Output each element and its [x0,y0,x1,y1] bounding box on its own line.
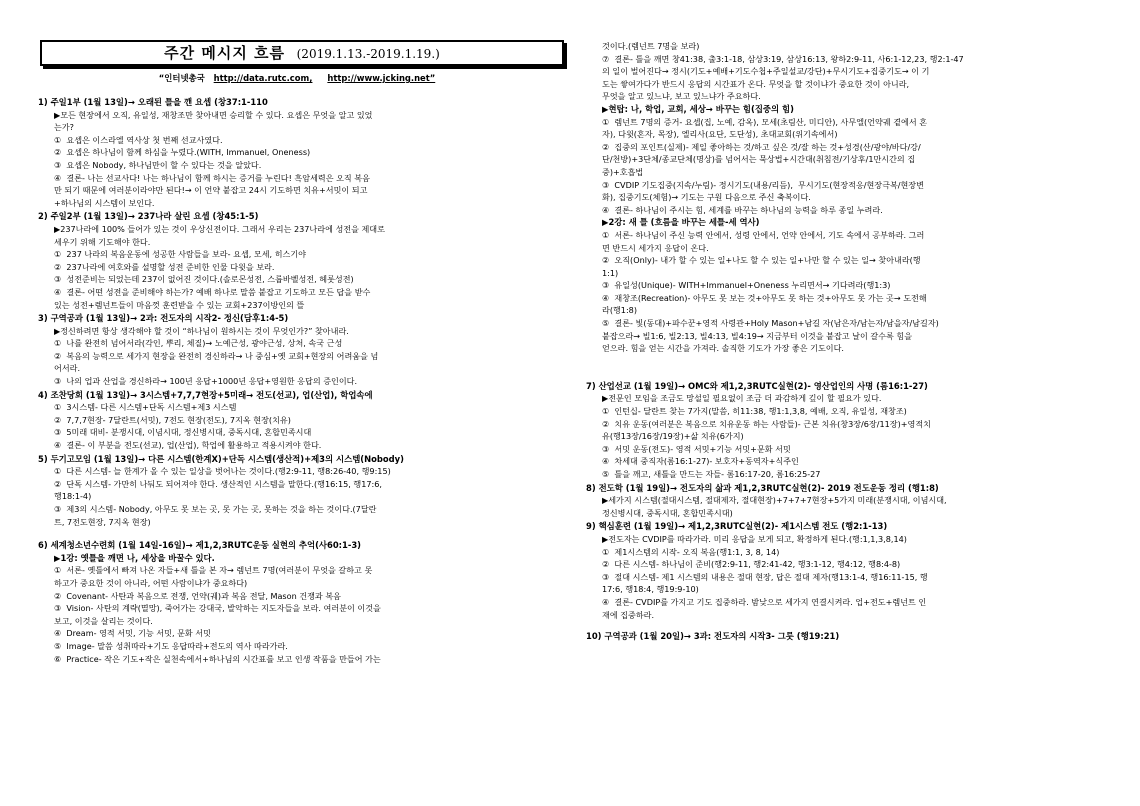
section-line: ③ 서밋 운동(전도)- 영적 서밋+기능 서밋+문화 서밋 [602,443,791,454]
section-line: ③ CVDIP 기도집중(지속/누림)- 정시기도(내용/리듬), 무시기도(현장적응/현장극복/현장변 [602,179,924,190]
section-line: 중)+호흡법 [602,166,644,177]
right-column [586,40,1108,644]
section-line: 도는 쌓여가다가 반드시 응답의 시간표가 온다. 무엇을 할 것이냐가 중요한 것이 아니라, [602,78,910,89]
section-line: 보고, 이것을 살리는 것이다. [54,615,153,626]
section-line: ▶237나라에 100% 들어가 있는 것이 우상신전이다. 그래서 우리는 237나라에 성전을 제대로 [54,223,385,234]
section-heading: 10) 구역공과 (1월 20일)→ 3과: 전도자의 시작3- 그릇 (행19:21) [586,631,840,642]
section-line: 얻으라. 힘을 얻는 시간을 가져라. 솔직한 기도가 가장 좋은 기도이다. [602,343,844,354]
section-line: ① 요셉은 이스라엘 역사상 첫 번째 선교사였다. [54,134,223,145]
section-line: ▶정신하려면 항상 생각해야 할 것이 “하나님이 원하시는 것이 무엇인가?” 찾아내라. [54,325,349,336]
section-line: 라(행1:8) [602,305,637,316]
section-line: ② 집중의 포인트(실제)- 제일 좋아하는 것/하고 싶은 것/잘 하는 것+성경(산/광야/바다/강/ [602,141,921,152]
section-line: ⑥ Practice- 작은 기도+작은 실천속에서+하나님의 시간표를 보고 인생 작품을 만들어 가는 [54,653,381,664]
section-line: ③ 요셉은 Nobody, 하나님만이 할 수 있다는 것을 알았다. [54,159,262,170]
section-line: 화), 집중기도(체험)→ 기도는 구원 다음으로 주신 축복이다. [602,192,811,203]
title-box [40,40,564,66]
section-line: ▶모든 현장에서 오직, 유일성, 재창조만 찾아내면 승리할 수 있다. 요셉은 무엇을 알고 있었 [54,109,373,120]
section-line: ① 나를 완전히 넘어서라(각인, 뿌리, 체질)→ 노예근성, 광야근성, 상처, 속국 근성 [54,338,343,349]
section-line: 1:1) [602,267,619,278]
section-line: ② Covenant- 사탄과 복음으로 전쟁, 언약(궤)과 복음 전달, Mason 건쟁과 복음 [54,590,341,601]
section-line: 있는 성전+렘넌트들이 마음껏 훈련받을 수 있는 교회+237이방인의 뜰 [54,299,305,310]
spacer [586,621,1108,629]
spacer [38,529,560,539]
section-line: ① 렘넌트 7명의 증거- 요셉(집, 노예, 감옥), 모세(초림산, 미디안), 사무엘(언약궤 곁에서 혼 [602,116,928,127]
section-8 [586,482,1108,520]
section-line: ▶전도자는 CVDIP를 따라가라. 미리 응답을 보게 되고, 확정하게 된다.(행:1,1,3,8,14) [602,533,907,544]
section-heading: 7) 산업선교 (1월 19일)→ OMC와 제1,2,3RUTC실현(2)- 영산업인의 사명 (롬16:1-27) [586,380,928,391]
section-line: +하나님의 시스템이 보인다. [54,197,155,208]
section-heading: 6) 세계청소년수련회 (1월 14일-16일)→ 제1,2,3RUTC운동 실현의 추억(사60:1-3) [38,540,361,551]
section-line: ③ 성전준비는 되었는데 237이 없어진 것이다.(솔로몬성전, 스룹바벨성전, 헤롯성전) [54,274,354,285]
section-9 [586,520,1108,629]
section-5 [38,453,560,529]
section-line: 자), 다윗(혼자, 목장), 엘리사(요단, 도단성), 초대교회(위기속에서) [602,129,838,140]
section-line: ② 치유 운동(여러분은 복음으로 치유운동 하는 사람들)- 근본 치유(창3장/6장/11장)+영적치 [602,418,931,429]
section-heading: 9) 핵심훈련 (1월 19일)→ 제1,2,3RUTC실현(2)- 제1시스템 전도 (행2:1-13) [586,521,888,532]
section-1 [38,96,560,209]
lecture-heading: ▶1강: 옛틀을 깨면 나, 세상을 바꿀수 있다. [54,552,215,563]
section-line: ③ 절대 시스템- 제1 시스템의 내용은 절대 현장, 답은 절대 제자(행13:1-4, 행16:11-15, 행 [602,571,928,582]
source-line [40,72,560,84]
section-line: ④ 결론- 이 부분을 전도(선교), 업(산업), 학업에 활용하고 적용시켜야 한다. [54,440,322,451]
section-line: ④ Dream- 영적 서밋, 기능 서밋, 문화 서밋 [54,628,211,639]
lecture-heading: ▶2강: 새 틀 (흐름을 바꾸는 세틀-세 역사) [602,217,760,228]
data-rutc-link[interactable]: http://data.rutc.com, [213,73,313,83]
section-heading: 4) 조찬당회 (1월 13일)→ 3시스템+7,7,7현장+5미래→ 전도(선교), 업(산업), 학업속에 [38,389,373,400]
section-line: 면 반드시 세가지 응답이 온다. [602,242,709,253]
section-line: ④ 결론- 나는 선교사다! 나는 하나님이 함께 하시는 증거를 누린다! 흑암세력은 오직 복음 [54,172,370,183]
section-line: 재에 집중하라. [602,609,655,620]
section-3 [38,312,560,388]
section-line: 유(행13장/16장/19장)+삶 치유(6가지) [602,431,744,442]
section-heading: 5) 두기고모임 (1월 13일)→ 다른 시스템(한계X)+단독 시스템(생산적)+제3의 시스템(Nobody) [38,453,404,464]
section-line: 만 되기 때문에 여러분이라야만 된다!→ 이 언약 붙잡고 24시 기도하면 치유+서밋이 되고 [54,185,368,196]
section-line: ① 다른 시스템- 늘 한계가 올 수 있는 일상을 벗어나는 것이다.(행2:9-11, 행8:26-40, 행9:15) [54,466,391,477]
section-line: ▶전문인 모임을 조금도 망설일 필요없이 조금 더 과감하게 깊이 할 필요가 있다. [602,393,882,404]
source-label: “인터넷총국 [158,73,205,83]
section-line: ③ 제3의 시스템- Nobody, 아무도 못 보는 곳, 못 가는 곳, 못하는 것을 하는 것이다.(7달란 [54,504,377,514]
section-line: ④ 재창조(Recreation)- 아무도 못 보는 것+아무도 못 하는 것+아무도 못 가는 곳→ 도전해 [602,292,927,303]
section-line: ② 237나라에 여호와를 설명할 성전 준비한 인물 다윗을 보라. [54,261,275,272]
section-line: 정신병시대, 중독시대, 혼합민족시대) [602,507,733,518]
section-line: ⑦ 결론- 틀을 깨면 창41:38, 출3:1-18, 삼상3:19, 삼상16:13, 왕하2:9-11, 사6:1-12,23, 행2:1-47 [602,53,964,64]
section-line: ① 서론- 하나님이 주신 능력 안에서, 성령 안에서, 언약 안에서, 기도 속에서 공부하라. 그러 [602,229,925,240]
section-line: ③ 나의 업과 산업을 경신하라→ 100년 응답+1000년 응답+영원한 응답의 증인이다. [54,376,358,387]
date-range: (2019.1.13.-2019.1.19.) [296,47,440,61]
section-line: 것이다.(렘넌트 7명을 보라) [602,41,700,51]
section-line: 하고가 중요한 것이 아니라, 어떤 사람이냐가 중요하다) [54,577,248,588]
section-line: ② 오직(Only)- 내가 할 수 있는 일+나도 할 수 있는 일+나만 할 수 있는 일→ 찾아내라(행 [602,255,921,266]
section-line: ① 237 나라의 복음운동에 성공한 사람들을 보라- 요셉, 모세, 히스기야 [54,249,306,260]
section-line: 어서라. [54,363,81,374]
section-line: 행18:1-4) [54,491,92,502]
section-line: ② 다른 시스템- 하나님이 준비(행2:9-11, 행2:41-42, 행3:1-12, 행4:12, 행8:4-8) [602,559,901,570]
section-4 [38,389,560,452]
section-line: ③ 5미래 대비- 분쟁시대, 이념시대, 정신병시대, 중독시대, 혼합민족시대 [54,427,312,438]
section-line: 붙잡으라→ 빌1:6, 빌2:13, 빌4:13, 빌4:19→ 지금부터 이것을 붙잡고 날이 갈수록 힘을 [602,330,913,341]
section-line: 17:6, 행18:4, 행19:9-10) [602,584,699,595]
section-line: ① 3시스템- 다른 시스템+단독 시스템+제3 시스템 [54,402,237,413]
page-title: 주간 메시지 흐름 [164,44,286,62]
section-line: ② 7,7,7현장- 7달란트(서밋), 7전도 현장(전도), 7지옥 현장(치유) [54,414,291,425]
section-line: ② 복음의 능력으로 세가지 현장을 완전히 경신하라→ 나 중심+옛 교회+현장의 어려움을 넘 [54,350,379,361]
section-heading: 8) 전도학 (1월 19일)→ 전도자의 삶과 제1,2,3RUTC실현(2)- 2019 전도운동 정리 (행1:8) [586,482,939,493]
section-line: ① 인턴십- 달란트 찾는 7가지(말씀, 히11:38, 행1:1,3,8, 예배, 오직, 유일성, 재창조) [602,406,907,417]
section-line: ④ 결론- 어떤 성전을 준비해야 하는가? 예배 하나로 말씀 붙잡고 기도하고 모든 답을 받수 [54,286,371,297]
section-line: ▶세가지 시스템(절대시스템, 절대제자, 절대현장)+7+7+7현장+5가지 미래(분쟁시대, 이념시대, [602,495,947,506]
section-heading: 3) 구역공과 (1월 13일)→ 2과: 전도자의 시작2- 정신(담후1:4-5) [38,313,289,324]
section-line: ① 서론- 옛틀에서 빠져 나온 자들+새 틀을 본 자→ 렘넌트 7명(여러분이 무엇을 갈하고 못 [54,565,373,576]
section-line: ④ 결론- CVDIP를 가지고 기도 집중하라. 밤낮으로 세가지 연결시켜라. 업+전도+렘넌트 인 [602,596,927,607]
left-column [38,96,560,666]
section-6 [38,539,560,665]
section-line: ③ Vision- 사탄의 계략(멸망), 죽어가는 강대국, 발악하는 지도자들을 보라. 여러분이 이것을 [54,603,381,614]
section-line: 의 일이 벌어진다→ 정시(기도+예배+기도수첩+주일설교/강단)+무시기도+집중기도→ 이 기 [602,66,930,77]
section-line: ① 제1시스템의 시작- 오직 복음(행1:1, 3, 8, 14) [602,546,780,557]
section-7 [586,380,1108,481]
section-6-continued [586,40,1108,355]
lecture-heading: ▶현탑: 나, 학업, 교회, 세상→ 바꾸는 힘(집중의 힘) [602,103,794,114]
section-line: ③ 유일성(Unique)- WITH+Immanuel+Oneness 누리면서→ 기다려라(행1:3) [602,280,891,291]
jcking-link[interactable]: http://www.jcking.net” [327,73,436,83]
section-10 [586,630,1108,643]
section-heading: 2) 주일2부 (1월 13일)→ 237나라 살린 요셉 (창45:1-5) [38,211,259,222]
section-line: ⑤ Image- 말씀 성취따라+기도 응답따라+전도의 역사 따라가라. [54,640,288,651]
section-line: 세우기 위해 기도해야 한다. [54,236,151,247]
section-2 [38,210,560,311]
section-line: ⑤ 틀을 깨고, 새틀을 만드는 자들- 롬16:17-20, 롬16:25-27 [602,469,821,479]
section-line: ② 요셉은 하나님이 함께 하심을 누렸다.(WITH, Immanuel, Oneness) [54,147,311,158]
spacer [586,356,1108,380]
section-line: ② 단독 시스템- 가만히 나둬도 되어져야 한다. 생산적인 시스템을 말한다.(행16:15, 행17:6, [54,478,382,489]
section-heading: 1) 주일1부 (1월 13일)→ 오래된 틀을 깬 요셉 (창37:1-110 [38,97,268,107]
section-line: 는가? [54,122,74,133]
section-line: ④ 차세대 중직자(롬16:1-27)- 보호자+동역자+식주인 [602,456,799,467]
section-line: 트, 7전도현장, 7지옥 현장) [54,516,151,527]
section-line: ④ 결론- 하나님이 주시는 힘, 세계를 바꾸는 하나님의 능력을 하루 종일 누려라. [602,204,883,215]
section-line: ⑤ 결론- 빛(동대)+파수꾼+영적 사령관+Holy Mason+남길 자(남은자/남는자/남을자/남길자) [602,318,939,329]
section-line: 무엇을 알고 있느냐, 보고 있느냐가 주요하다. [602,91,761,102]
section-line: 단/천방)+3단체/종교단체(명상)를 넘어서는 묵상법+시간대(취침전/기상후/1만시간의 집 [602,154,916,165]
